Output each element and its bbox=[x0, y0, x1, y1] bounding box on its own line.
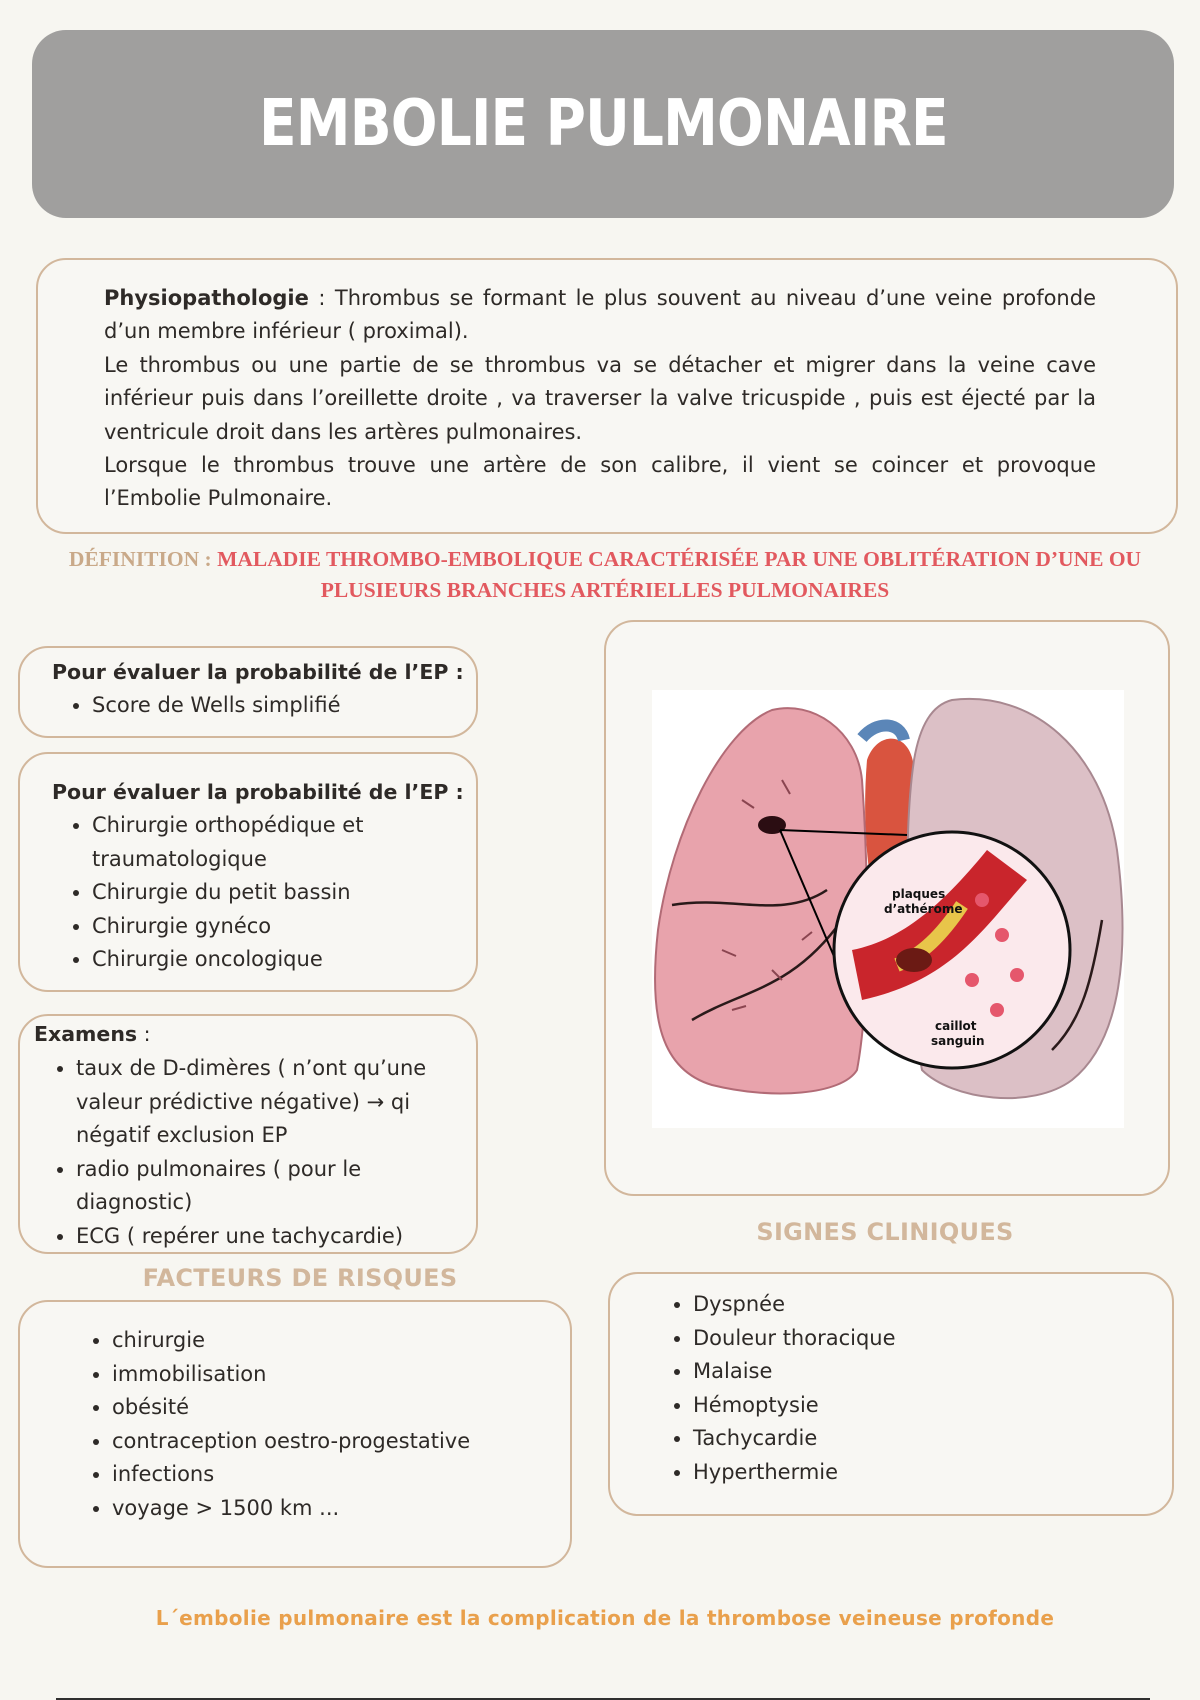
probability-card-surgery bbox=[18, 752, 478, 992]
lung-illustration-card bbox=[604, 620, 1170, 1196]
list-item: • Chirurgie orthopédique et traumatologique bbox=[92, 809, 476, 876]
list-item: • Chirurgie oncologique bbox=[92, 943, 476, 977]
list-item: • ECG ( repérer une tachycardie) bbox=[76, 1220, 466, 1254]
blood-cell bbox=[1010, 968, 1024, 982]
list-item: • Hyperthermie bbox=[693, 1456, 1172, 1490]
signes-cliniques-card bbox=[608, 1272, 1174, 1516]
label-plaques: plaques bbox=[892, 887, 946, 901]
list-item: • Douleur thoracique bbox=[693, 1322, 1172, 1356]
label-atherome: d’athérome bbox=[884, 902, 963, 916]
signes-cliniques-heading: SIGNES CLINIQUES bbox=[756, 1218, 1014, 1246]
exams-title-text: Examens bbox=[34, 1022, 138, 1046]
list-item: • infections bbox=[112, 1458, 570, 1492]
list-item: • Score de Wells simplifié bbox=[92, 689, 476, 723]
facteurs-risques-heading: FACTEURS DE RISQUES bbox=[142, 1264, 458, 1292]
list-item: • Dyspnée bbox=[693, 1288, 1172, 1322]
page-title: EMBOLIE PULMONAIRE bbox=[258, 87, 948, 161]
list-item: • Chirurgie gynéco bbox=[92, 910, 476, 944]
blood-clot bbox=[896, 948, 932, 972]
list-item: • voyage > 1500 km ... bbox=[112, 1492, 570, 1526]
physio-label: Physiopathologie bbox=[104, 286, 309, 310]
facteurs-risques-card bbox=[18, 1300, 572, 1568]
list-item: • chirurgie bbox=[112, 1324, 570, 1358]
blood-cell bbox=[975, 893, 989, 907]
physio-paragraph-3: Lorsque le thrombus trouve une artère de son calibre, il vient se coincer et provoque l’Embolie Pulmonaire. bbox=[104, 453, 1096, 511]
exams-list bbox=[34, 1052, 466, 1253]
lung-embolism-illustration bbox=[652, 690, 1124, 1128]
physio-paragraph-2: Le thrombus ou une partie de se thrombus va se détacher et migrer dans la veine cave inférieur puis dans l’oreillette droite , va traverser la valve tricuspide , puis est éjecté par la ventricule droit dans les artères pulmonaires. bbox=[104, 352, 1096, 444]
blood-cell bbox=[990, 1003, 1004, 1017]
title-banner bbox=[32, 30, 1174, 218]
physio-paragraph-1 bbox=[104, 282, 1096, 349]
exams-card bbox=[18, 1014, 478, 1254]
surgery-list bbox=[52, 809, 476, 977]
probability-list bbox=[52, 689, 476, 723]
list-item: • Chirurgie du petit bassin bbox=[92, 876, 476, 910]
physio-line-1: : Thrombus se formant le plus souvent au niveau d’une veine profonde d’un membre inférieur ( proximal). bbox=[104, 286, 1096, 344]
label-caillot: caillot bbox=[935, 1019, 977, 1033]
definition-text: MALADIE THROMBO-EMBOLIQUE CARACTÉRISÉE PAR UNE OBLITÉRATION D’UNE OU PLUSIEURS BRANCHES ARTÉRIELLES PULMONAIRES bbox=[211, 547, 1142, 602]
exams-title-colon: : bbox=[137, 1022, 151, 1046]
exams-title bbox=[34, 1016, 466, 1052]
probability-card-title: Pour évaluer la probabilité de l’EP : bbox=[52, 660, 464, 684]
definition bbox=[60, 544, 1150, 606]
list-item: • Hémoptysie bbox=[693, 1389, 1172, 1423]
probability-card-title: Pour évaluer la probabilité de l’EP : bbox=[52, 780, 464, 804]
embolus-spot bbox=[758, 816, 786, 834]
physiopathologie-card bbox=[36, 258, 1178, 534]
label-sanguin: sanguin bbox=[931, 1034, 985, 1048]
footer-note: L´embolie pulmonaire est la complication de la thrombose veineuse profonde bbox=[155, 1606, 1055, 1630]
list-item: • taux de D-dimères ( n’ont qu’une valeur prédictive négative) → qi négatif exclusion EP bbox=[76, 1052, 466, 1153]
list-item: • Tachycardie bbox=[693, 1422, 1172, 1456]
probability-card-wells bbox=[18, 646, 478, 738]
list-item: • radio pulmonaires ( pour le diagnostic) bbox=[76, 1153, 466, 1220]
blood-cell bbox=[995, 928, 1009, 942]
list-item: • contraception oestro-progestative bbox=[112, 1425, 570, 1459]
facteurs-list bbox=[72, 1324, 570, 1525]
list-item: • immobilisation bbox=[112, 1358, 570, 1392]
list-item: • Malaise bbox=[693, 1355, 1172, 1389]
signes-list bbox=[668, 1288, 1172, 1489]
blood-cell bbox=[965, 973, 979, 987]
definition-label: DÉFINITION : bbox=[68, 547, 212, 571]
list-item: • obésité bbox=[112, 1391, 570, 1425]
